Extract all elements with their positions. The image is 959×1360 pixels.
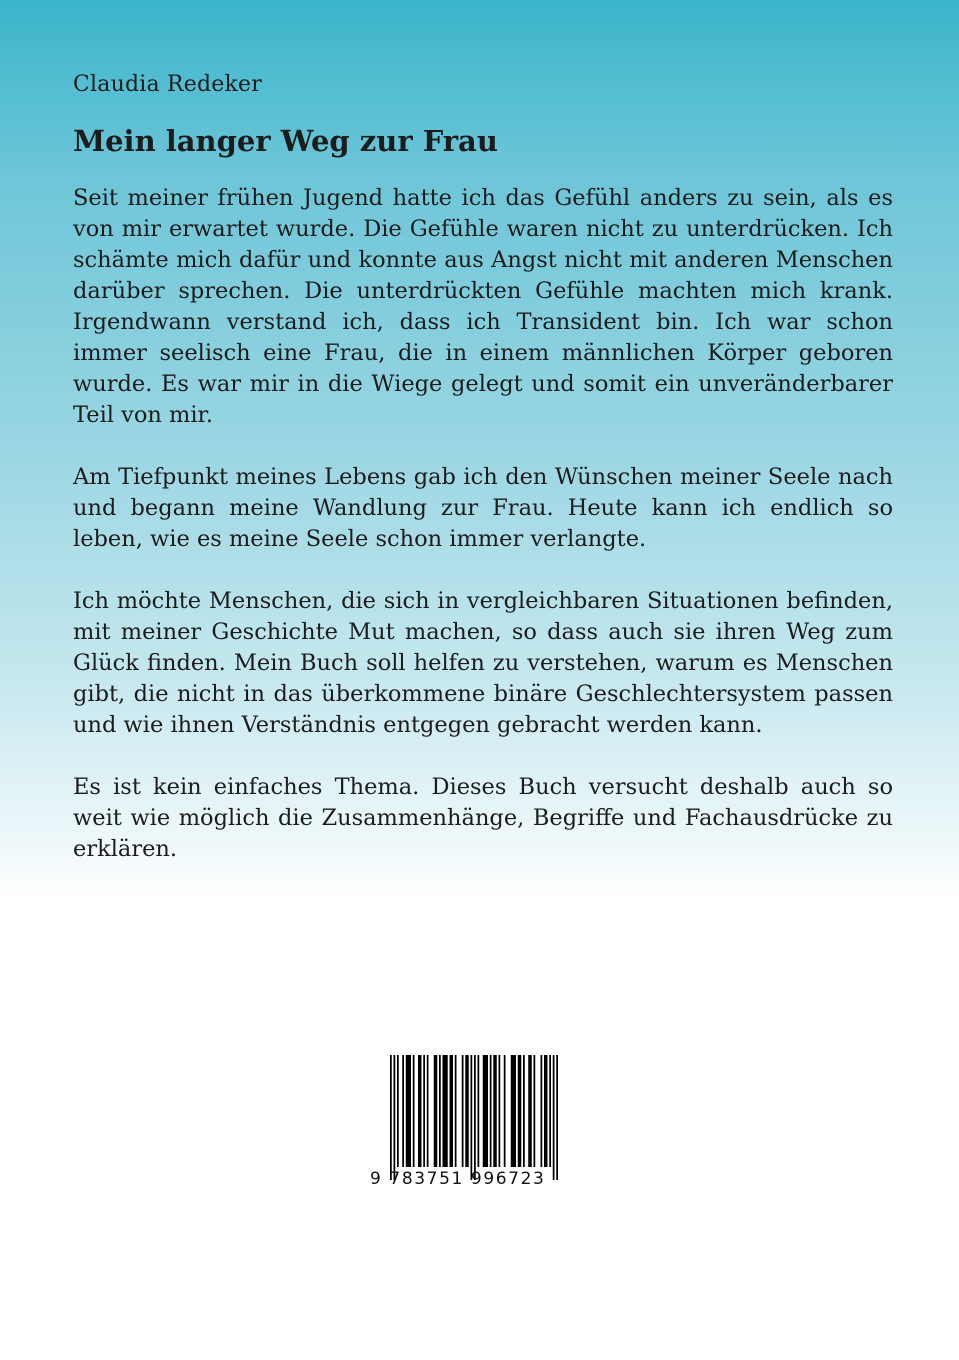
barcode-bar: [490, 1055, 492, 1167]
blurb-paragraph: Ich möchte Menschen, die sich in vergleichbaren Situationen befinden, mit meiner Geschichte Mut machen, so dass auch sie ihren Weg zum Glück finden. Mein Buch soll helfen zu verstehen, warum es Menschen gibt, die nicht in das überkommene binäre Geschlechtersystem passen und wie ihnen Verständnis entgegen gebracht werden kann.: [73, 588, 893, 738]
barcode-bar: [511, 1055, 516, 1167]
barcode-bar: [397, 1055, 399, 1167]
barcode-bar: [439, 1055, 441, 1167]
barcode-bar: [504, 1055, 506, 1167]
barcode-bar: [413, 1055, 415, 1167]
barcode-bar: [556, 1055, 558, 1180]
barcode-bar: [443, 1055, 448, 1167]
barcode-bar: [455, 1055, 457, 1167]
barcode-bar: [544, 1055, 548, 1167]
barcode-bar: [553, 1055, 555, 1180]
barcode-bar: [534, 1055, 536, 1167]
barcode-bar: [465, 1055, 469, 1167]
barcode-bar: [528, 1055, 532, 1167]
barcode-bar: [541, 1055, 543, 1167]
barcode-bar: [478, 1055, 480, 1167]
barcode-bar: [427, 1055, 429, 1167]
barcode-bar: [549, 1055, 551, 1167]
barcode-bar: [434, 1055, 438, 1167]
book-back-cover: [73, 0, 893, 1360]
barcode-bar: [406, 1055, 411, 1167]
author-name: Claudia Redeker: [73, 72, 262, 97]
barcode-bar: [402, 1055, 404, 1167]
isbn-number: 9 783751 996723: [370, 1169, 546, 1189]
barcode-bar: [474, 1055, 476, 1180]
blurb-paragraph: Es ist kein einfaches Thema. Dieses Buch versucht deshalb auch so weit wie möglich die Zusammenhänge, Begriffe und Fachausdrücke zu erklären.: [73, 774, 893, 862]
barcode-bar: [471, 1055, 473, 1180]
barcode-bar: [418, 1055, 422, 1167]
barcode-bar: [450, 1055, 454, 1167]
blurb-text: [73, 183, 893, 896]
barcode-bars-icon: [386, 1055, 564, 1180]
barcode-bar: [499, 1055, 501, 1167]
barcode-bar: [394, 1055, 396, 1180]
barcode-bar: [493, 1055, 497, 1167]
barcode-bar: [423, 1055, 425, 1167]
book-title: Mein langer Weg zur Frau: [73, 124, 498, 158]
barcode-bar: [462, 1055, 464, 1167]
barcode: [370, 1055, 564, 1195]
barcode-bar: [523, 1055, 525, 1167]
barcode-bar: [483, 1055, 488, 1167]
barcode-bar: [518, 1055, 522, 1167]
barcode-bar: [390, 1055, 392, 1180]
blurb-paragraph: Seit meiner frühen Jugend hatte ich das Gefühl anders zu sein, als es von mir erwartet wurde. Die Gefühle waren nicht zu unterdrücken. Ich schämte mich dafür und konnte aus Angst nicht mit anderen Menschen darüber sprechen. Die unterdrückten Gefühle machten mich krank. Irgendwann verstand ich, dass ich Transident bin. Ich war schon immer seelisch eine Frau, die in einem männlichen Körper geboren wurde. Es war mir in die Wiege gelegt und somit ein unveränderbarer Teil von mir.: [73, 185, 893, 428]
blurb-paragraph: Am Tiefpunkt meines Lebens gab ich den Wünschen meiner Seele nach und begann meine Wandlung zur Frau. Heute kann ich endlich so leben, wie es meine Seele schon immer verlangte.: [73, 464, 893, 552]
